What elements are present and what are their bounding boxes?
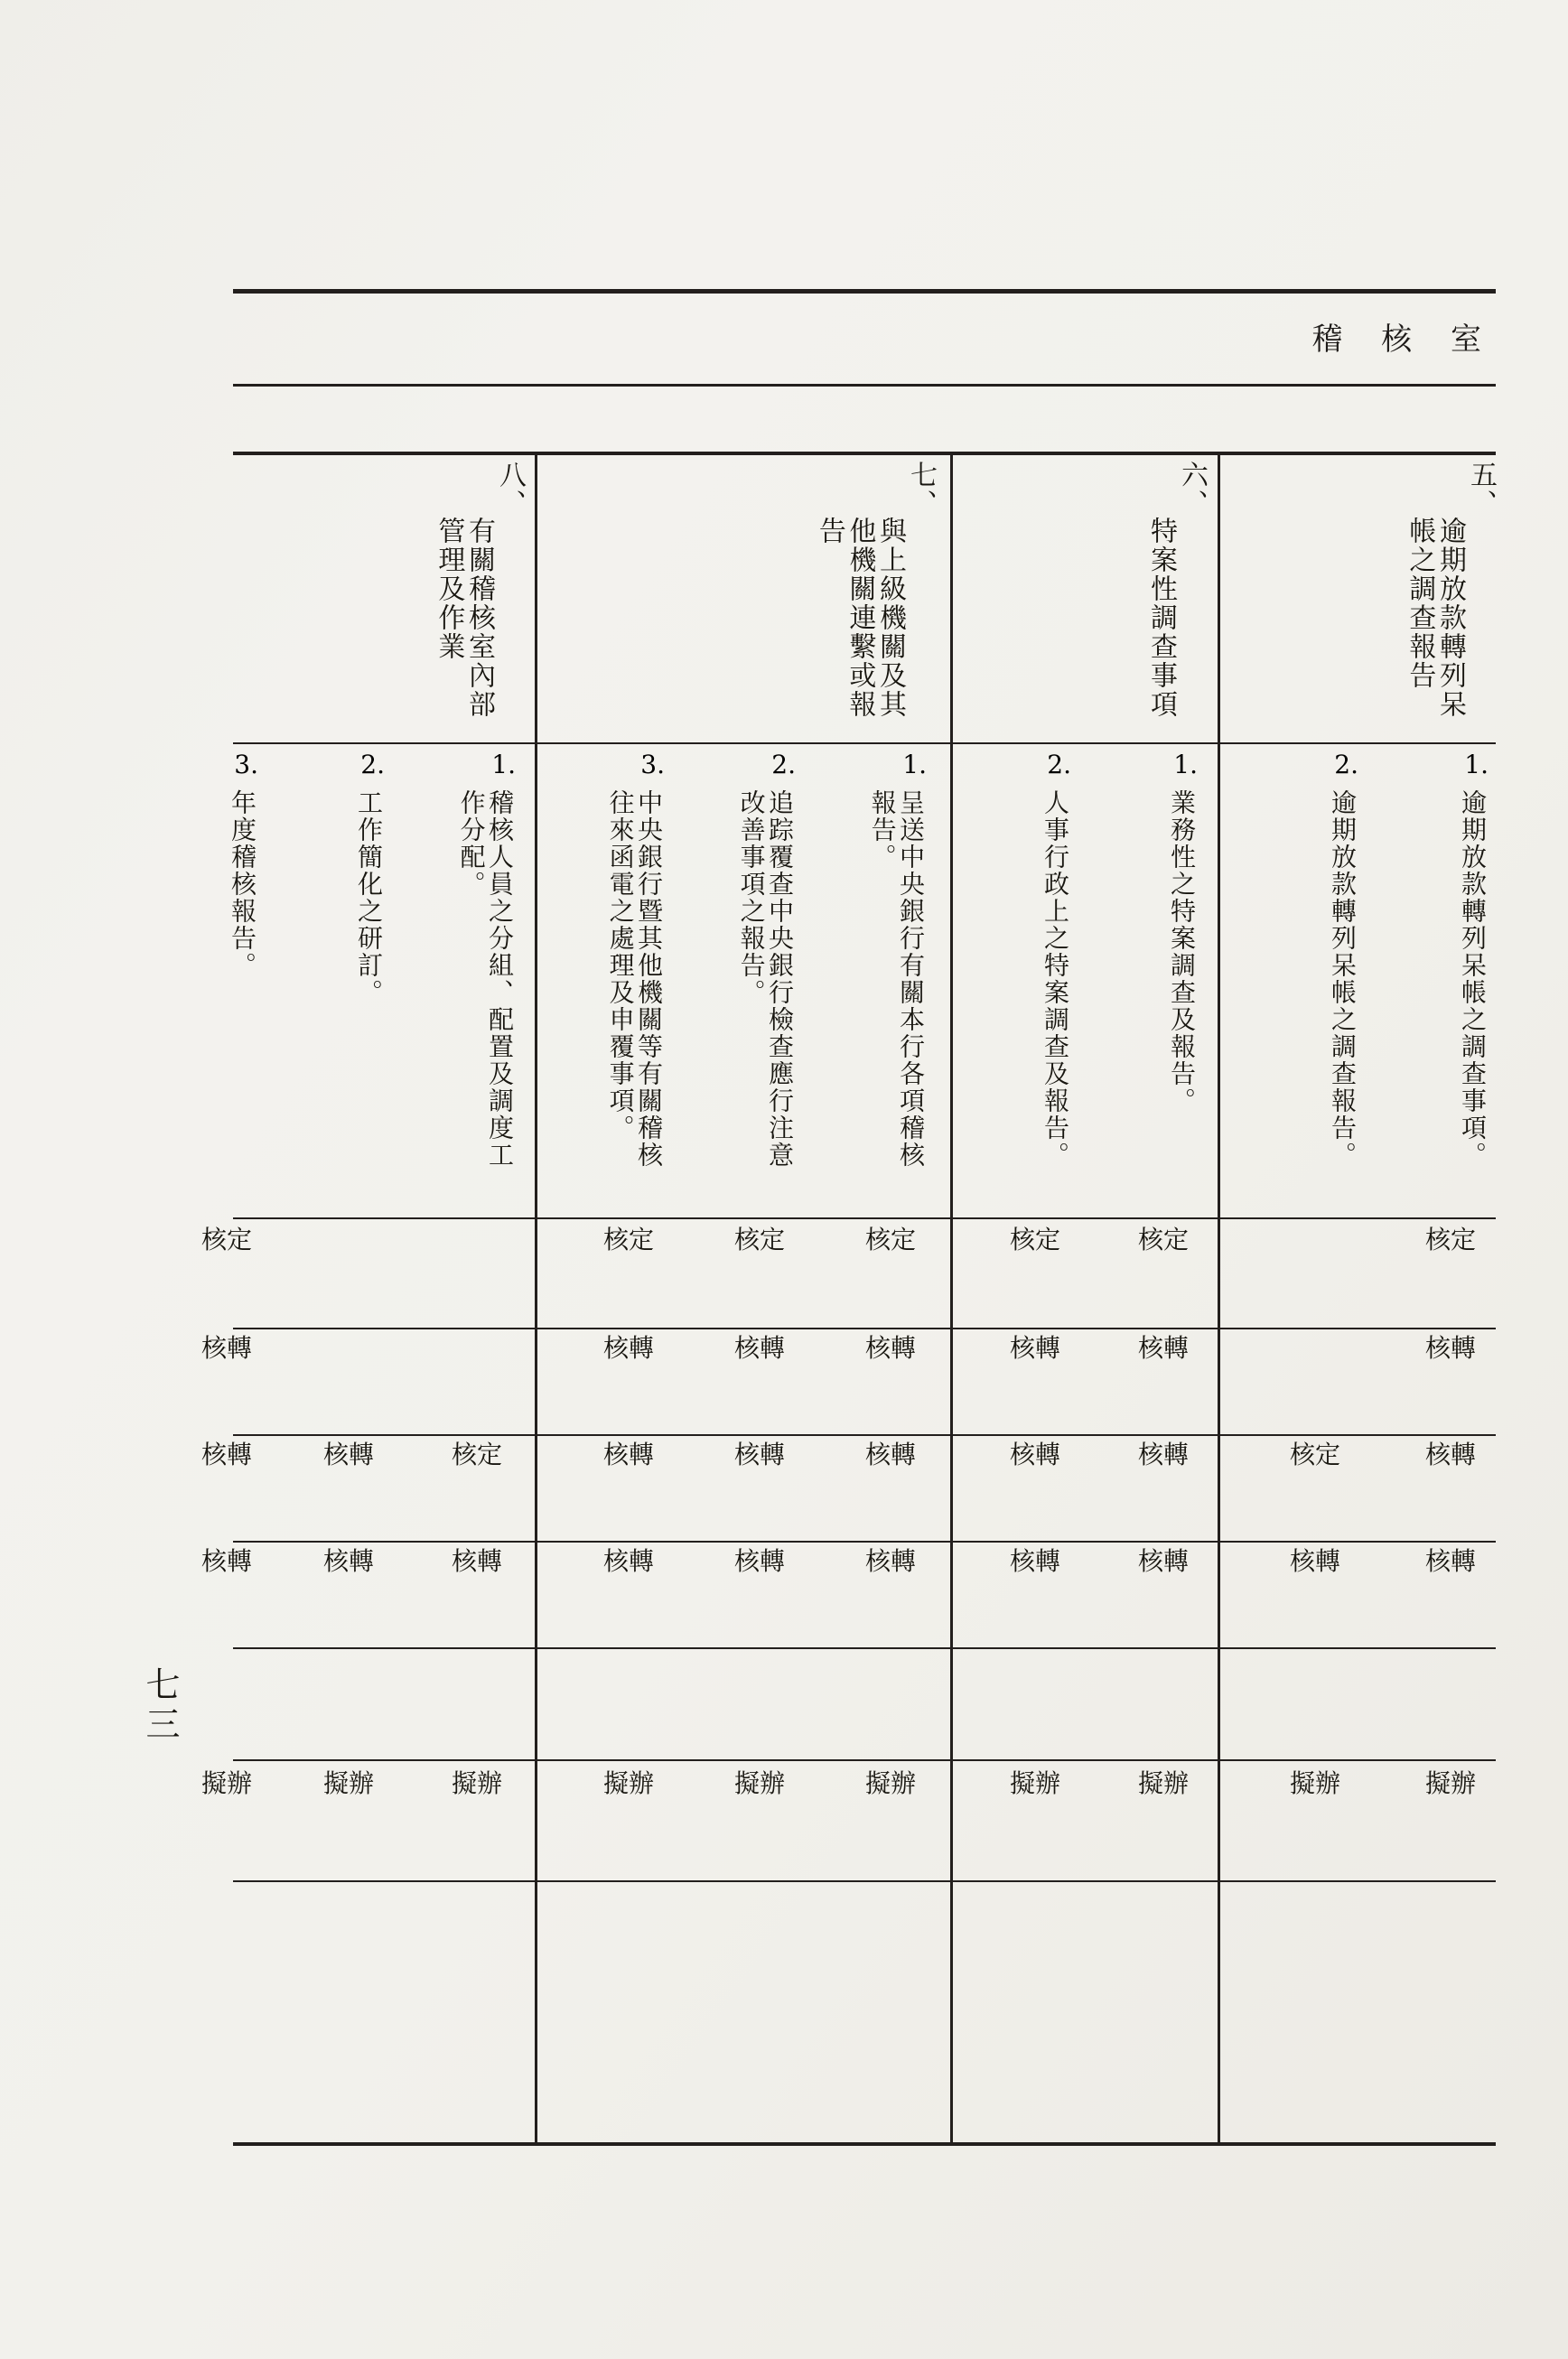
group-title-6: 特案性調查事項 [1145, 517, 1177, 719]
page-title: 稽 核 室 [1311, 322, 1496, 358]
matrix-cell: 核轉 [1137, 1333, 1189, 1363]
matrix-cell: 核定 [733, 1225, 785, 1254]
item-index: 2. [1334, 750, 1358, 779]
group-title-8: 有關稽核室內部管理及作業 [433, 517, 495, 719]
row-separator-4 [233, 1541, 1496, 1543]
item-index: 1. [1173, 750, 1198, 779]
group-number-8: 八、 [494, 461, 526, 518]
matrix-cell: 擬辦 [602, 1768, 654, 1798]
matrix-cell: 核轉 [602, 1440, 654, 1469]
item-index: 3. [640, 750, 665, 779]
column-separator-3 [535, 452, 537, 2146]
matrix-cell: 擬辦 [864, 1768, 916, 1798]
item-7-1 [827, 750, 927, 1183]
item-text: 業務性之特案調查及報告。 [1167, 789, 1197, 1114]
item-index: 1. [491, 750, 516, 779]
folio-number: 七三 [140, 1666, 180, 1746]
table-bottom-rule [233, 2142, 1496, 2146]
item-8-2 [285, 750, 385, 1183]
matrix-cell: 核轉 [1009, 1440, 1060, 1469]
matrix-cell: 核定 [201, 1225, 252, 1254]
matrix-cell: 核轉 [733, 1440, 785, 1469]
item-text: 年度稽核報告。 [228, 789, 257, 979]
matrix-cell: 核轉 [1424, 1440, 1476, 1469]
matrix-cell: 核定 [1009, 1225, 1060, 1254]
matrix-cell: 擬辦 [733, 1768, 785, 1798]
matrix-cell: 核轉 [451, 1546, 502, 1576]
item-6-2 [972, 750, 1071, 1183]
item-8-1 [416, 750, 516, 1183]
row-separator-7 [233, 1880, 1496, 1882]
matrix-cell: 擬辦 [201, 1768, 252, 1798]
row-separator-6 [233, 1759, 1496, 1761]
matrix-cell: 核轉 [1009, 1546, 1060, 1576]
item-index: 1. [1464, 750, 1489, 779]
matrix-cell: 核轉 [864, 1546, 916, 1576]
matrix-cell: 擬辦 [1289, 1768, 1340, 1798]
item-index: 2. [1047, 750, 1071, 779]
row-separator-2 [233, 1328, 1496, 1329]
matrix-cell: 擬辦 [1424, 1768, 1476, 1798]
group-number-5: 五、 [1465, 461, 1497, 518]
matrix-cell: 核轉 [1424, 1333, 1476, 1363]
group-heading-7 [710, 461, 936, 741]
matrix-cell: 核定 [1137, 1225, 1189, 1254]
group-title-5: 逾期放款轉列呆帳之調查報告 [1404, 517, 1466, 719]
matrix-cell: 核轉 [733, 1333, 785, 1363]
row-separator-1 [233, 1217, 1496, 1219]
matrix-cell: 核轉 [1137, 1440, 1189, 1469]
group-number-6: 六、 [1176, 461, 1208, 518]
group-heading-8 [281, 461, 525, 741]
item-text: 逾期放款轉列呆帳之調查事項。 [1458, 789, 1488, 1169]
matrix-cell: 核轉 [322, 1440, 374, 1469]
matrix-cell: 核轉 [1424, 1546, 1476, 1576]
item-5-1 [1389, 750, 1489, 1183]
item-index: 3. [234, 750, 258, 779]
group-number-7: 七、 [905, 461, 937, 518]
row-separator-head [233, 742, 1496, 744]
item-7-2 [696, 750, 796, 1183]
row-separator-3 [233, 1434, 1496, 1436]
matrix-cell: 擬辦 [1137, 1768, 1189, 1798]
matrix-cell: 核轉 [864, 1333, 916, 1363]
item-6-1 [1098, 750, 1198, 1183]
item-text: 逾期放款轉列呆帳之調查報告。 [1328, 789, 1358, 1169]
item-text: 稽核人員之分組、配置及調度工作分配。 [456, 789, 515, 1169]
matrix-cell: 擬辦 [451, 1768, 502, 1798]
item-8-3 [159, 750, 258, 1183]
column-separator-2 [950, 452, 953, 2146]
table-top-rule [233, 452, 1496, 455]
matrix-cell: 核轉 [1137, 1546, 1189, 1576]
item-index: 1. [902, 750, 927, 779]
matrix-cell: 核轉 [201, 1440, 252, 1469]
item-index: 2. [771, 750, 796, 779]
matrix-cell: 擬辦 [322, 1768, 374, 1798]
matrix-cell: 核轉 [201, 1333, 252, 1363]
matrix-cell: 核轉 [1009, 1333, 1060, 1363]
item-text: 人事行政上之特案調查及報告。 [1041, 789, 1070, 1169]
matrix-cell: 核轉 [864, 1440, 916, 1469]
item-text: 追踪覆查中央銀行檢查應行注意改善事項之報告。 [736, 789, 795, 1169]
matrix-cell: 核定 [451, 1440, 502, 1469]
group-title-7: 與上級機關及其他機關連繫或報告 [813, 517, 906, 719]
matrix-cell: 核定 [1424, 1225, 1476, 1254]
group-heading-5 [1270, 461, 1496, 741]
item-text: 中央銀行暨其他機關等有關稽核往來函電之處理及申覆事項。 [605, 789, 664, 1169]
matrix-cell: 核定 [602, 1225, 654, 1254]
column-separator-1 [1218, 452, 1220, 2146]
matrix-cell: 核轉 [322, 1546, 374, 1576]
matrix-cell: 核轉 [733, 1546, 785, 1576]
item-text: 工作簡化之研訂。 [354, 789, 384, 1006]
matrix-cell: 核定 [1289, 1440, 1340, 1469]
matrix-cell: 核轉 [602, 1546, 654, 1576]
header-rule-bottom [233, 384, 1496, 387]
header-rule-top [233, 289, 1496, 294]
matrix-cell: 核轉 [201, 1546, 252, 1576]
matrix-cell: 擬辦 [1009, 1768, 1060, 1798]
group-heading-6 [981, 461, 1207, 741]
matrix-cell: 核轉 [602, 1333, 654, 1363]
matrix-cell: 核定 [864, 1225, 916, 1254]
matrix-cell: 核轉 [1289, 1546, 1340, 1576]
item-index: 2. [360, 750, 385, 779]
row-separator-5 [233, 1647, 1496, 1649]
item-text: 呈送中央銀行有關本行各項稽核報告。 [867, 789, 926, 1169]
item-5-2 [1259, 750, 1358, 1183]
item-7-3 [565, 750, 665, 1183]
